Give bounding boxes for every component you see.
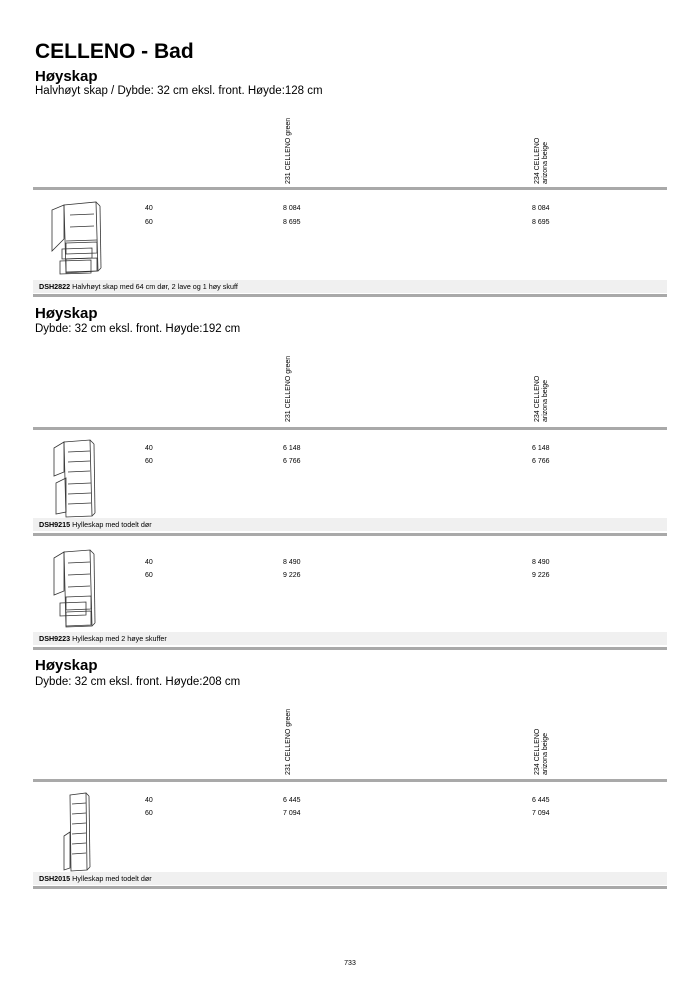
column-header-line1: 234 CELLENO — [534, 375, 541, 422]
header-rule — [33, 187, 667, 190]
product-code: DSH9215 — [39, 520, 71, 529]
price-value: 6 445 — [532, 797, 550, 804]
price-value: 8 084 — [532, 205, 550, 212]
price-value: 8 695 — [283, 219, 301, 226]
product-caption — [39, 280, 238, 293]
column-header — [534, 116, 550, 184]
width-value: 60 — [145, 458, 153, 465]
width-value: 40 — [145, 559, 153, 566]
header-rule — [33, 427, 667, 430]
product-code: DSH2822 — [39, 282, 71, 291]
product-code: DSH9223 — [39, 634, 71, 643]
cabinet-illustration — [46, 201, 106, 275]
price-value: 6 766 — [283, 458, 301, 465]
section-subheading: Dybde: 32 cm eksl. front. Høyde:208 cm — [35, 676, 241, 688]
price-value: 7 094 — [283, 810, 301, 817]
price-value: 6 148 — [283, 445, 301, 452]
product-description: Hylleskap med todelt dør — [72, 520, 152, 529]
header-rule — [33, 779, 667, 782]
column-header — [534, 707, 550, 775]
column-header — [285, 116, 293, 184]
section-heading: Høyskap — [35, 657, 98, 674]
width-value: 60 — [145, 219, 153, 226]
column-header — [534, 354, 550, 422]
column-header-line2: arizona beige — [542, 732, 549, 775]
product-rule — [33, 533, 667, 536]
product-description: Halvhøyt skap med 64 cm dør, 2 lave og 1 høy skuff — [72, 282, 238, 291]
width-value: 40 — [145, 797, 153, 804]
price-value: 8 490 — [532, 559, 550, 566]
column-header-line1: 234 CELLENO — [534, 137, 541, 184]
width-value: 60 — [145, 810, 153, 817]
column-header-line1: 231 CELLENO green — [285, 117, 292, 184]
section-subheading: Dybde: 32 cm eksl. front. Høyde:192 cm — [35, 323, 241, 335]
page-number: 733 — [344, 960, 356, 967]
product-rule — [33, 294, 667, 297]
page-title: CELLENO - Bad — [35, 40, 194, 63]
width-value: 40 — [145, 205, 153, 212]
price-value: 8 490 — [283, 559, 301, 566]
column-header-line1: 234 CELLENO — [534, 728, 541, 775]
product-caption — [39, 518, 152, 531]
product-rule — [33, 647, 667, 650]
width-value: 60 — [145, 572, 153, 579]
column-header-line1: 231 CELLENO green — [285, 355, 292, 422]
price-value: 8 084 — [283, 205, 301, 212]
cabinet-illustration — [60, 792, 92, 872]
column-header-line1: 231 CELLENO green — [285, 708, 292, 775]
cabinet-illustration — [50, 549, 100, 629]
price-value: 6 148 — [532, 445, 550, 452]
product-caption — [39, 872, 152, 885]
section-heading: Høyskap — [35, 68, 98, 85]
cabinet-illustration — [50, 438, 100, 518]
price-value: 6 445 — [283, 797, 301, 804]
column-header-line2: arizona beige — [542, 141, 549, 184]
price-value: 8 695 — [532, 219, 550, 226]
product-caption — [39, 632, 167, 645]
product-code: DSH2015 — [39, 874, 71, 883]
section-subheading: Halvhøyt skap / Dybde: 32 cm eksl. front. Høyde:128 cm — [35, 85, 323, 97]
product-description: Hylleskap med 2 høye skuffer — [72, 634, 167, 643]
price-value: 9 226 — [283, 572, 301, 579]
price-value: 7 094 — [532, 810, 550, 817]
price-value: 9 226 — [532, 572, 550, 579]
product-rule — [33, 886, 667, 889]
section-heading: Høyskap — [35, 305, 98, 322]
column-header — [285, 707, 293, 775]
column-header — [285, 354, 293, 422]
column-header-line2: arizona beige — [542, 379, 549, 422]
price-value: 6 766 — [532, 458, 550, 465]
width-value: 40 — [145, 445, 153, 452]
product-description: Hylleskap med todelt dør — [72, 874, 152, 883]
